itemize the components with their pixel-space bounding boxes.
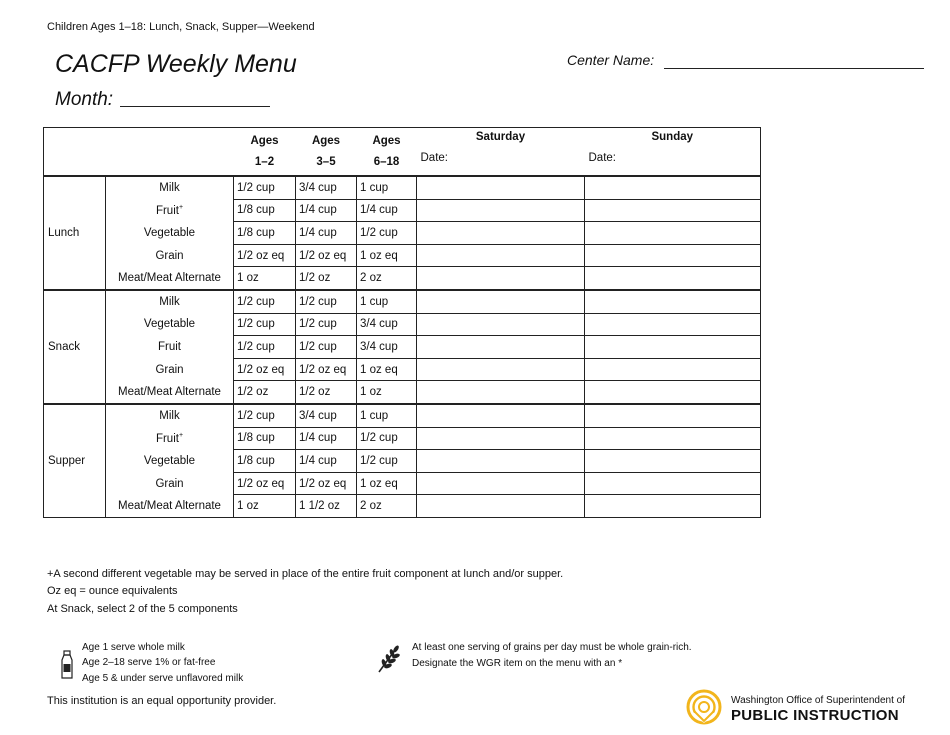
ospi-sun-logo [686,689,722,725]
logo-text-bottom: PUBLIC INSTRUCTION [731,707,899,724]
component-name: Milk [159,409,180,422]
table-header-row [44,128,761,177]
table-row [44,267,761,290]
component-label [106,336,234,359]
portion-cell: 1/4 cup [296,199,357,222]
component-label [106,176,234,199]
menu-entry-cell-saturday[interactable] [417,450,585,473]
portion-cell: 1/2 oz eq [234,244,296,267]
page-subtitle: Children Ages 1–18: Lunch, Snack, Supper—Weekend [47,21,315,33]
menu-entry-cell-saturday[interactable] [417,427,585,450]
portion-cell: 1 cup [357,176,417,199]
grain-note: At least one serving of grains per day must be whole grain-rich. [412,642,692,653]
menu-entry-cell-sunday[interactable] [585,199,761,222]
component-label [106,313,234,336]
table-row [44,336,761,359]
ages-word: Ages [372,135,401,147]
day-name: Sunday [651,131,694,143]
table-row [44,404,761,427]
menu-entry-cell-saturday[interactable] [417,404,585,427]
portion-cell: 1/2 oz [234,381,296,404]
component-name: Fruit [155,204,179,217]
menu-entry-cell-sunday[interactable] [585,358,761,381]
component-label [106,222,234,245]
portion-cell: 1/2 cup [234,176,296,199]
menu-entry-cell-sunday[interactable] [585,472,761,495]
portion-cell: 1/4 cup [296,450,357,473]
portion-cell: 1/2 oz [296,267,357,290]
table-row [44,290,761,313]
menu-entry-cell-sunday[interactable] [585,495,761,518]
portion-cell: 1/4 cup [357,199,417,222]
milk-note: Age 5 & under serve unflavored milk [82,673,244,684]
wheat-icon [376,642,404,674]
page-title: CACFP Weekly Menu [55,50,297,78]
component-label [106,495,234,518]
portion-cell: 1/2 cup [234,313,296,336]
portion-cell: 1 oz [234,495,296,518]
component-name: Vegetable [143,318,196,331]
menu-entry-cell-saturday[interactable] [417,199,585,222]
footnote-mark: + [178,203,184,211]
table-row [44,199,761,222]
component-label [106,381,234,404]
portion-cell: 1/2 cup [357,450,417,473]
component-name: Fruit [155,432,179,445]
portion-cell: 1/2 oz eq [234,472,296,495]
footnote-mark: + [178,431,184,439]
component-label [106,244,234,267]
menu-entry-cell-sunday[interactable] [585,313,761,336]
header-blank-component [106,128,234,177]
equal-opportunity-statement: This institution is an equal opportunity provider. [47,695,277,707]
portion-cell: 3/4 cup [296,176,357,199]
component-name: Vegetable [143,226,196,239]
menu-entry-cell-sunday[interactable] [585,427,761,450]
component-label [106,404,234,427]
milk-note: Age 2–18 serve 1% or fat-free [82,657,216,668]
portion-cell: 1 oz [234,267,296,290]
center-name-field-line[interactable] [664,68,924,69]
table-row [44,427,761,450]
header-blank [44,128,106,177]
portion-cell: 1 cup [357,404,417,427]
menu-entry-cell-saturday[interactable] [417,176,585,199]
portion-cell: 1 oz [357,381,417,404]
menu-entry-cell-sunday[interactable] [585,450,761,473]
footnote-vegetable: +A second different vegetable may be served in place of the entire fruit component at lunch and/or supper. [47,568,564,580]
age-range: 6–18 [373,156,400,168]
portion-cell: 1/8 cup [234,222,296,245]
table-row [44,381,761,404]
menu-entry-cell-sunday[interactable] [585,336,761,359]
component-label [106,267,234,290]
footnote-snack: At Snack, select 2 of the 5 components [47,603,238,615]
menu-entry-cell-saturday[interactable] [417,290,585,313]
month-field-line[interactable] [120,106,270,107]
portion-cell: 1/2 cup [234,290,296,313]
menu-entry-cell-sunday[interactable] [585,381,761,404]
day-name: Saturday [475,131,526,143]
age-range: 3–5 [316,156,336,168]
date-label: Date: [420,152,448,164]
meal-group-lunch [44,176,761,290]
portion-cell: 1 oz eq [357,244,417,267]
date-label: Date: [588,152,616,164]
menu-entry-cell-saturday[interactable] [417,313,585,336]
menu-entry-cell-saturday[interactable] [417,495,585,518]
portion-cell: 1 oz eq [357,472,417,495]
logo-text-top: Washington Office of Superintendent of [731,695,905,706]
milk-note: Age 1 serve whole milk [82,642,185,653]
portion-cell: 1/2 cup [296,336,357,359]
menu-entry-cell-sunday[interactable] [585,222,761,245]
header-day-saturday [417,128,585,177]
header-age-2 [296,128,357,177]
component-label [106,450,234,473]
portion-cell: 1/8 cup [234,199,296,222]
portion-cell: 1/2 cup [357,427,417,450]
portion-cell: 1/2 cup [234,336,296,359]
meal-name: Supper [44,404,106,517]
component-name: Milk [159,296,180,309]
portion-cell: 3/4 cup [296,404,357,427]
menu-entry-cell-sunday[interactable] [585,176,761,199]
component-name: Vegetable [143,454,196,467]
header-age-3 [357,128,417,177]
portion-cell: 1/2 cup [357,222,417,245]
menu-entry-cell-saturday[interactable] [417,222,585,245]
menu-entry-cell-saturday[interactable] [417,267,585,290]
table-row [44,472,761,495]
center-name-label: Center Name: [567,52,655,68]
component-name: Fruit [158,340,181,353]
portion-cell: 1/2 cup [296,290,357,313]
menu-entry-cell-saturday[interactable] [417,358,585,381]
component-name: Meat/Meat Alternate [118,271,221,284]
portion-cell: 1 cup [357,290,417,313]
table-row [44,244,761,267]
portion-cell: 1/2 oz eq [296,244,357,267]
menu-entry-cell-sunday[interactable] [585,290,761,313]
table-row [44,313,761,336]
menu-entry-cell-sunday[interactable] [585,404,761,427]
meal-group-snack [44,290,761,404]
menu-table [43,127,761,518]
meal-name: Snack [44,290,106,404]
milk-bottle-icon [60,650,74,680]
menu-entry-cell-sunday[interactable] [585,267,761,290]
portion-cell: 1/4 cup [296,222,357,245]
component-name: Meat/Meat Alternate [118,385,221,398]
portion-cell: 1/2 oz [296,381,357,404]
component-label [106,427,234,450]
menu-entry-cell-saturday[interactable] [417,244,585,267]
component-name: Meat/Meat Alternate [118,499,221,512]
portion-cell: 1/2 cup [234,404,296,427]
table-row [44,176,761,199]
portion-cell: 1/2 oz eq [296,358,357,381]
table-row [44,495,761,518]
grain-note: Designate the WGR item on the menu with an * [412,658,623,669]
component-label [106,199,234,222]
component-name: Grain [155,249,184,262]
portion-cell: 1/4 cup [296,427,357,450]
portion-cell: 1/8 cup [234,427,296,450]
component-name: Grain [155,477,184,490]
meal-group-supper [44,404,761,517]
header-age-1 [234,128,296,177]
component-label [106,290,234,313]
ages-word: Ages [250,135,279,147]
portion-cell: 1/8 cup [234,450,296,473]
portion-cell: 3/4 cup [357,313,417,336]
component-name: Milk [159,182,180,195]
portion-cell: 2 oz [357,267,417,290]
portion-cell: 1/2 oz eq [234,358,296,381]
component-label [106,472,234,495]
menu-entry-cell-sunday[interactable] [585,244,761,267]
portion-cell: 1 oz eq [357,358,417,381]
month-label: Month: [55,89,114,110]
component-label [106,358,234,381]
meal-name: Lunch [44,176,106,290]
portion-cell: 1/2 cup [296,313,357,336]
portion-cell: 3/4 cup [357,336,417,359]
table-row [44,222,761,245]
footnote-oz-eq: Oz eq = ounce equivalents [47,585,178,597]
table-row [44,358,761,381]
portion-cell: 1 1/2 oz [296,495,357,518]
menu-entry-cell-saturday[interactable] [417,336,585,359]
menu-entry-cell-saturday[interactable] [417,472,585,495]
ages-word: Ages [311,135,341,147]
header-day-sunday [585,128,761,177]
menu-entry-cell-saturday[interactable] [417,381,585,404]
age-range: 1–2 [254,156,275,168]
portion-cell: 1/2 oz eq [296,472,357,495]
component-name: Grain [155,363,184,376]
table-row [44,450,761,473]
portion-cell: 2 oz [357,495,417,518]
